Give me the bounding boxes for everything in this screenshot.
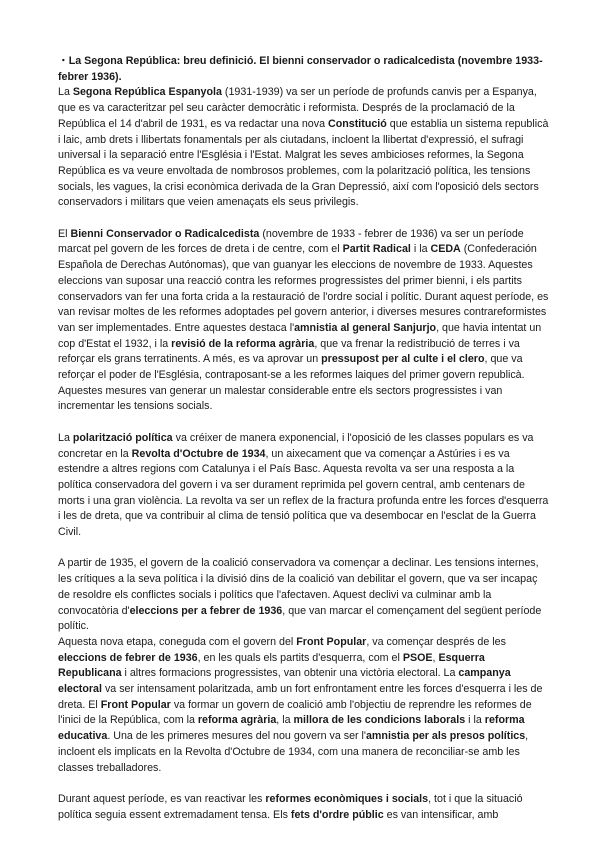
bold-term: Front Popular bbox=[100, 698, 171, 711]
text-run: (Confederación Española de Derechas Autónomas), que van guanyar les eleccions de novembre de 1933. Aquestes eleccions van suposar una reacció contra les reformes progressistes del primer bienni, i els partits conservadors van fer una forta crida a la restauració de l'ordre social i polític. Durant aquest període, es van revisar moltes de les reformes adoptades pel govern anterior, i diverses mesures contrareformistes van ser implementades. Entre aquestes destaca l' bbox=[58, 243, 549, 334]
bold-term: amnistia al general Sanjurjo bbox=[294, 321, 437, 334]
text-run: va créixer de manera exponencial, i l'oposició de les classes populars es va concretar en la bbox=[58, 431, 534, 460]
text-run: Durant aquest període, es van reactivar les bbox=[58, 792, 266, 805]
bold-term: amnistia per als presos polítics bbox=[365, 730, 526, 743]
bold-term: Bienni Conservador o Radicalcedista bbox=[70, 227, 260, 240]
text-run: , un aixecament que va començar a Astúries i es va estendre a altres regions com Catalunya i el País Basc. Aquesta revolta va ser una resposta a la política conservadora del govern i va ser durament reprimida pel govern central, amb centenars de morts i una gran violència. La revolta va ser un reflex de la fractura profunda entre les forces d'esquerra i les de dreta, que va contribuir al clima de tensió política que va desembocar en l'esclat de la Guerra Civil. bbox=[58, 447, 549, 539]
bold-term: reforma educativa bbox=[58, 714, 525, 743]
bold-term: eleccions de febrer de 1936 bbox=[58, 651, 198, 664]
paragraph-gap bbox=[58, 415, 550, 431]
text-run: , que van marcar el començament del següent període polític. bbox=[58, 604, 542, 633]
text-run: , incloent els implicats en la Revolta d'Octubre de 1934, com una manera de reconciliar-se amb les classes treballadores. bbox=[58, 730, 529, 774]
bold-term: fets d'ordre públic bbox=[290, 808, 384, 821]
bold-term: reforma agrària bbox=[197, 714, 277, 727]
paragraph-declivi-govern bbox=[58, 556, 550, 635]
text-run: , que havia intentat un cop d'Estat el 1932, i la bbox=[58, 321, 542, 350]
paragraph-reformes bbox=[58, 792, 550, 823]
bold-term: polarització política bbox=[72, 431, 173, 444]
paragraph-bienni-conservador bbox=[58, 227, 550, 415]
paragraph-polaritzacio bbox=[58, 431, 550, 541]
text-run: , va començar després de les bbox=[366, 635, 506, 648]
bold-term: Segona República Espanyola bbox=[72, 86, 222, 99]
bold-term: millora de les condicions laborals bbox=[293, 714, 466, 727]
bold-term: revisió de la reforma agrària bbox=[171, 337, 315, 350]
text-run: , que va frenar la redistribució de terres i va reforçar els grans terratinents. A més, es va aprovar un bbox=[58, 337, 520, 366]
text-run: . Una de les primeres mesures del nou govern va ser l' bbox=[107, 730, 366, 743]
text-run: , que va reforçar el poder de l'Església, contraposant-se a les reformes laiques del primer govern republicà. Aquestes mesures van generar un malestar considerable entre els sectors progressistes i van incrementar les tensions socials. bbox=[58, 353, 525, 413]
text-run: , tot i que la situació política seguia essent extremadament tensa. Els bbox=[58, 792, 523, 821]
text-run: es van intensificar, amb bbox=[383, 808, 499, 821]
bold-term: campanya electoral bbox=[58, 667, 511, 696]
paragraph-gap bbox=[58, 776, 550, 792]
text-run: El bbox=[58, 227, 71, 240]
text-run: i altres formacions progressistes, van obtenir una victòria electoral. La bbox=[121, 667, 459, 680]
text-run: Aquesta nova etapa, coneguda com el govern del bbox=[58, 635, 297, 648]
text-run: , bbox=[432, 651, 439, 664]
bold-term: eleccions per a febrer de 1936 bbox=[129, 604, 283, 617]
text-run: va formar un govern de coalició amb l'objectiu de reprendre les reformes de l'inici de la República, com la bbox=[58, 698, 532, 727]
text-run: que establia un sistema republicà i laic, amb drets i llibertats fonamentals per als ciutadans, incloent la llibertat d'expressió, el sufragi universal i la separació entre l'Església i l'Estat. Malgrat les seves ambicioses reformes, la Segona República es va veure envoltada de nombrosos problemes, com la polarització política, les tensions socials, les vagues, la crisi econòmica derivada de la Gran Depressió, així com l'oposició dels sectors conservadors i militars que veien amenaçats els seus privilegis. bbox=[58, 117, 549, 209]
text-run: La bbox=[58, 86, 73, 99]
paragraph-segona-republica bbox=[58, 85, 550, 211]
bold-term: CEDA bbox=[430, 243, 461, 256]
text-run: (1931-1939) va ser un període de profunds canvis per a Espanya, que es va caracteritzar pel seu caràcter democràtic i reformista. Després de la proclamació de la República el 14 d'abril de 1931, es va redactar una nova bbox=[58, 86, 537, 130]
text-run: , en les quals els partits d'esquerra, com el bbox=[197, 651, 403, 664]
text-run: La bbox=[58, 431, 73, 444]
paragraph-gap bbox=[58, 211, 550, 227]
text-run: i la bbox=[465, 714, 485, 727]
bold-term: Front Popular bbox=[296, 635, 367, 648]
text-run: i la bbox=[410, 243, 431, 256]
text-run: , la bbox=[276, 714, 294, 727]
paragraph-gap bbox=[58, 541, 550, 557]
text-run: A partir de 1935, el govern de la coalició conservadora va començar a declinar. Les tensions internes, les crítiques a la seva política i la divisió dins de la coalició van debilitar el govern, que va ser incapaç de resoldre els conflictes socials i polítics que l'afectaven. Aquest declivi va culminar amb la convocatòria d' bbox=[58, 557, 539, 617]
text-run: va ser intensament polaritzada, amb un fort enfrontament entre les forces d'esquerra i les de dreta. El bbox=[58, 683, 543, 711]
bold-term: Constitució bbox=[328, 117, 387, 130]
bold-term: reformes econòmiques i socials bbox=[265, 792, 429, 805]
paragraph-front-popular bbox=[58, 635, 550, 776]
bold-term: pressupost per al culte i el clero bbox=[321, 353, 485, 366]
bold-term: PSOE bbox=[402, 651, 433, 664]
bold-term: Esquerra Republicana bbox=[58, 651, 485, 680]
bold-term: Partit Radical bbox=[342, 243, 411, 256]
section-heading: ・La Segona República: breu definició. El bienni conservador o radicalcedista (novembre 1933-febrer 1936). bbox=[58, 55, 543, 83]
bold-term: Revolta d'Octubre de 1934 bbox=[131, 447, 266, 460]
text-run: (novembre de 1933 - febrer de 1936) va ser un període marcat pel govern de les forces de dreta i de centre, com el bbox=[58, 227, 524, 256]
